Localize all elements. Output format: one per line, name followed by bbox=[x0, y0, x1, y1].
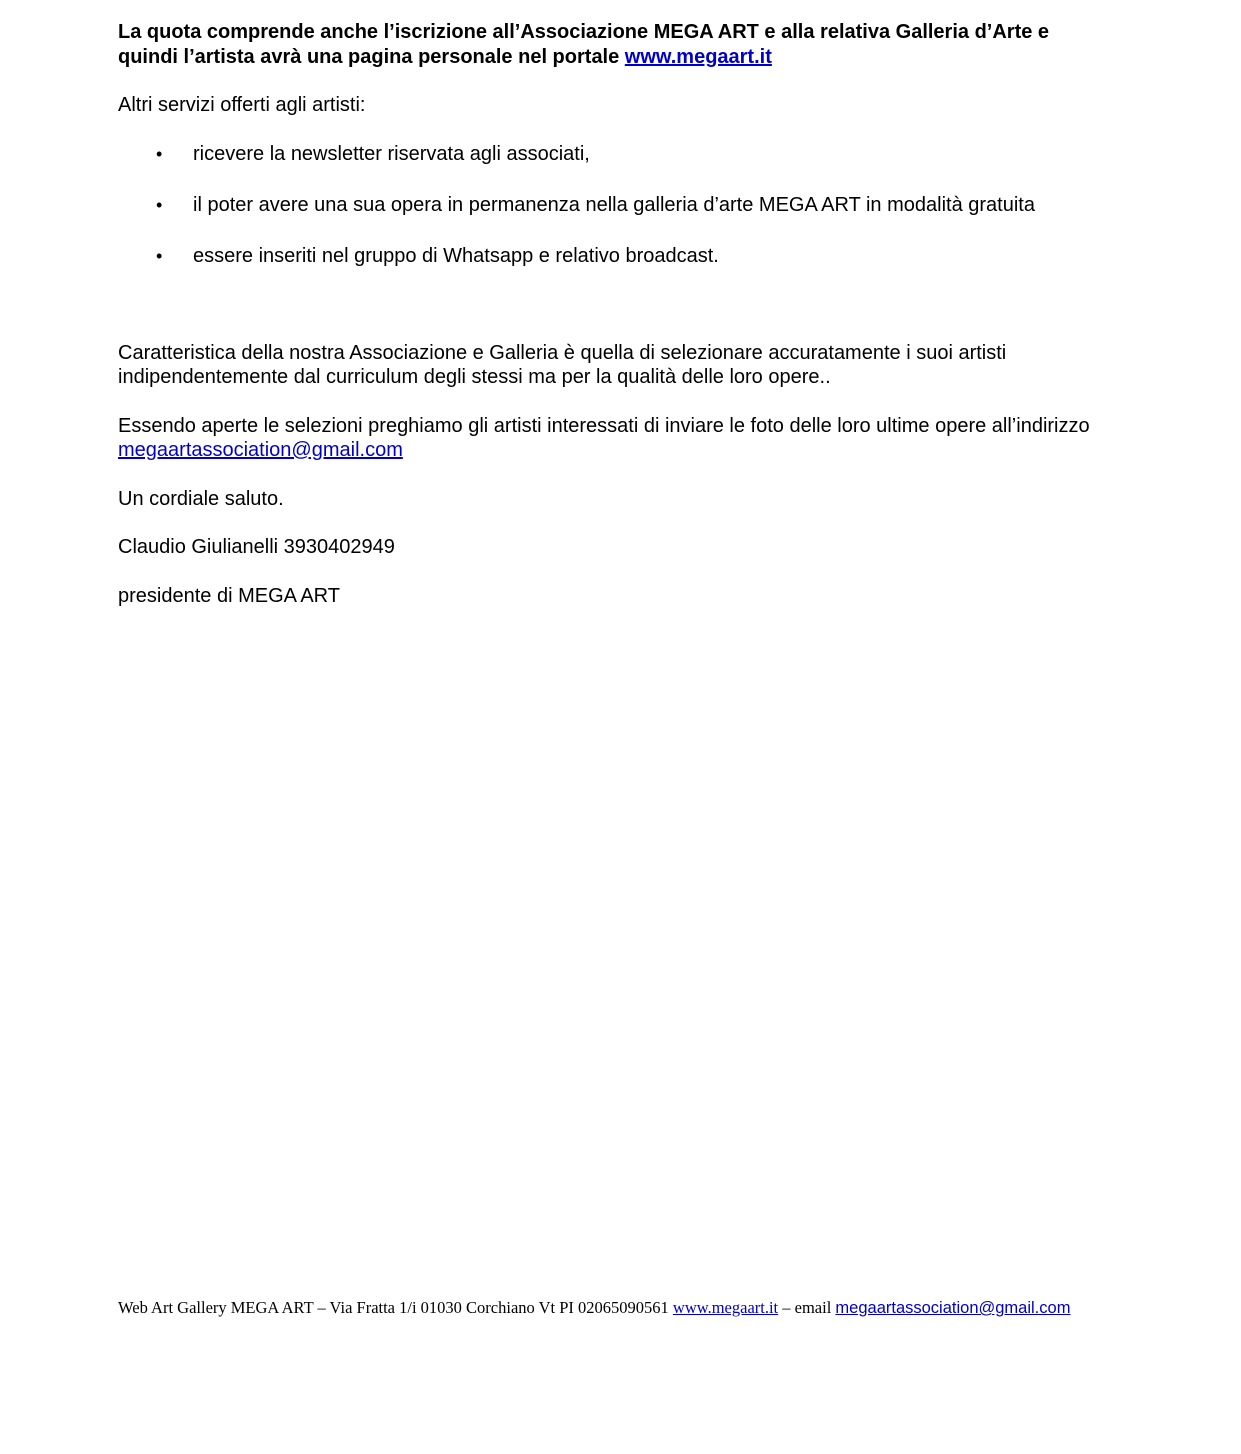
document-page bbox=[118, 20, 1108, 632]
greeting: Un cordiale saluto. bbox=[118, 487, 284, 510]
list-item bbox=[118, 193, 1108, 218]
signature-name: Claudio Giulianelli 3930402949 bbox=[118, 536, 395, 558]
services-list bbox=[118, 142, 1108, 269]
services-heading: Altri servizi offerti agli artisti: bbox=[118, 94, 366, 116]
signature-role: presidente di MEGA ART bbox=[118, 584, 340, 607]
selection-text: Essendo aperte le selezioni preghiamo gli artisti interessati di inviare le foto delle loro ultime opere all’indirizzo bbox=[118, 414, 1090, 437]
email-link[interactable]: megaartassociation@gmail.com bbox=[118, 439, 403, 461]
page-footer bbox=[118, 1297, 1118, 1319]
footer-email-link[interactable]: megaartassociation@gmail.com bbox=[835, 1299, 1071, 1317]
intro-text: La quota comprende anche l’iscrizione all’Associazione MEGA ART e alla relativa Galleria d’Arte e quindi l’artista avrà una pagina personale nel portale bbox=[118, 21, 1050, 68]
footer-website-link[interactable]: www.megaart.it bbox=[672, 1298, 779, 1317]
service-item-permanent-artwork: il poter avere una sua opera in permanenza nella galleria d’arte MEGA ART in modalità gratuita bbox=[193, 193, 1035, 216]
intro-paragraph bbox=[118, 20, 1108, 69]
characteristic-paragraph: Caratteristica della nostra Associazione e Galleria è quella di selezionare accuratamente i suoi artisti indipendentemente dal curriculum degli stessi ma per la qualità delle loro opere.. bbox=[118, 341, 1007, 388]
selection-paragraph bbox=[118, 414, 1108, 463]
bullet-icon: • bbox=[156, 194, 163, 215]
bullet-icon: • bbox=[156, 143, 163, 164]
footer-address: Web Art Gallery MEGA ART – Via Fratta 1/i 01030 Corchiano Vt PI 02065090561 bbox=[118, 1298, 673, 1317]
website-link[interactable]: www.megaart.it bbox=[624, 45, 772, 68]
service-item-whatsapp: essere inseriti nel gruppo di Whatsapp e relativo broadcast. bbox=[193, 244, 719, 267]
footer-email-label: – email bbox=[778, 1298, 836, 1317]
list-item bbox=[118, 142, 1108, 167]
list-item bbox=[118, 244, 1108, 269]
service-item-newsletter: ricevere la newsletter riservata agli associati, bbox=[193, 142, 590, 165]
bullet-icon: • bbox=[156, 245, 163, 266]
